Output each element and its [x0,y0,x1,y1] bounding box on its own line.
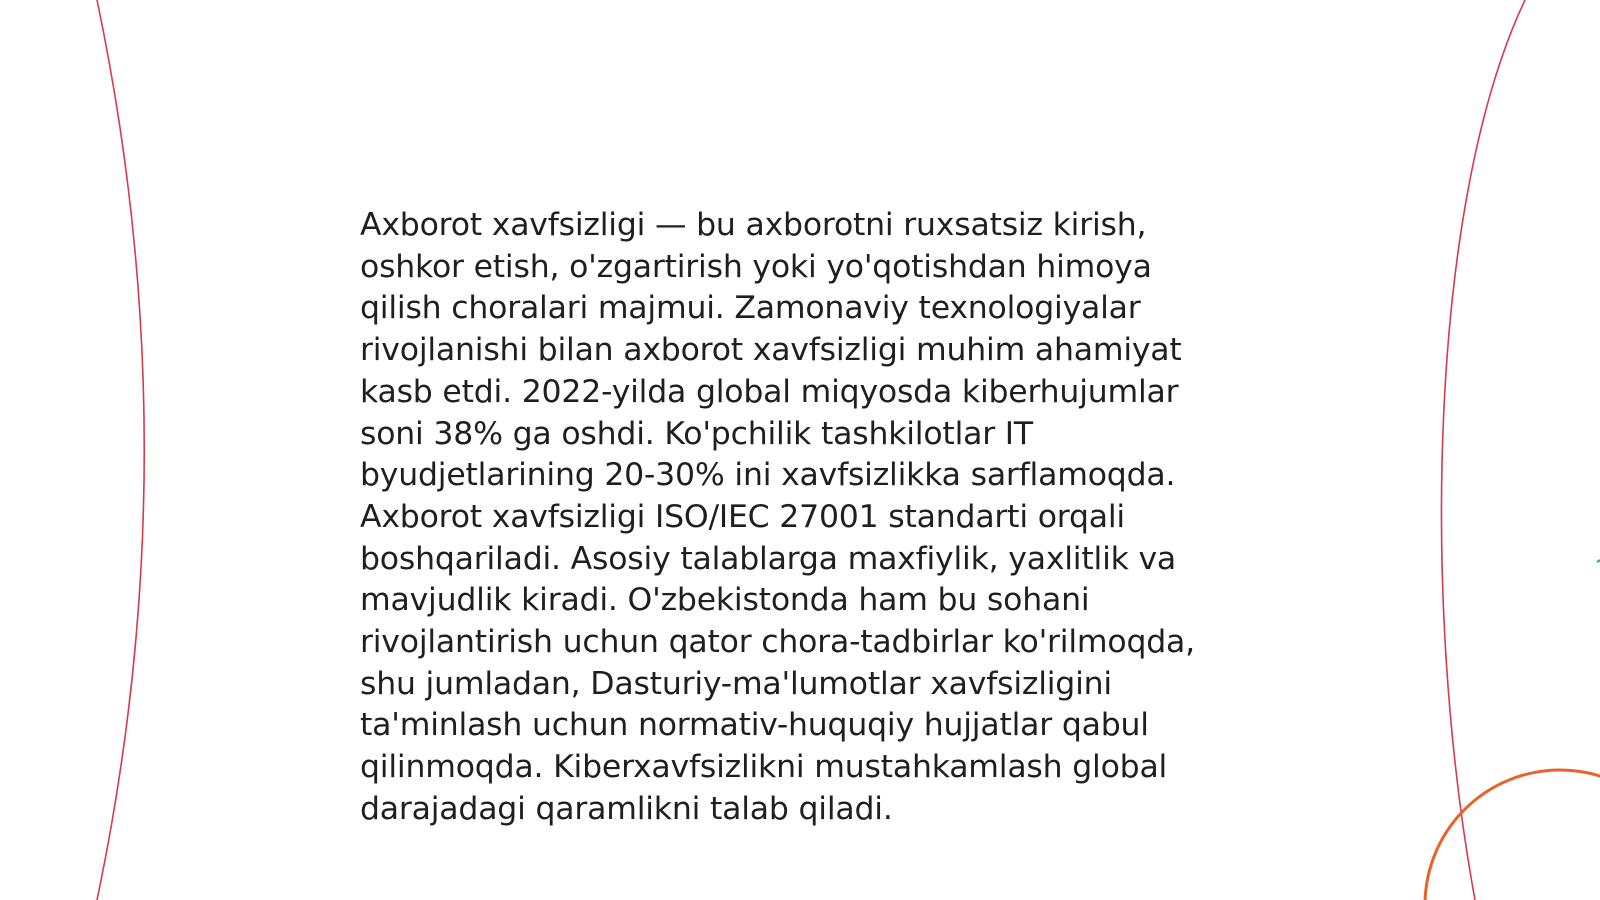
paragraph-line: kasb etdi. 2022-yilda global miqyosda kiberhujumlar [360,373,1179,410]
paragraph-line: soni 38% ga oshdi. Ko'pchilik tashkilotlar IT [360,415,1033,452]
paragraph-line: mavjudlik kiradi. O'zbekistonda ham bu sohani [360,582,1090,619]
paragraph-line: oshkor etish, o'zgartirish yoki yo'qotishdan himoya [360,248,1152,285]
paragraph-line: boshqariladi. Asosiy talablarga maxfiylik, yaxlitlik va [360,540,1177,577]
paragraph-line: qilish choralari majmui. Zamonaviy texnologiyalar [360,290,1141,327]
body-paragraph [360,205,1260,831]
paragraph-line: qilinmoqda. Kiberxavfsizlikni mustahkamlash global [360,749,1168,786]
right-decorative-arc [1441,0,1525,900]
paragraph-line: Axborot xavfsizligi ISO/IEC 27001 standarti orqali [360,498,1125,535]
paragraph-line: Axborot xavfsizligi — bu axborotni ruxsatsiz kirish, [360,207,1147,243]
left-decorative-arc [97,0,144,900]
bottom-right-circle [1425,770,1600,900]
paragraph-line: byudjetlarining 20-30% ini xavfsizlikka sarflamoqda. [360,457,1176,494]
paragraph-line: rivojlantirish uchun qator chora-tadbirlar ko'rilmoqda, [360,624,1195,661]
paragraph-line: darajadagi qaramlikni talab qiladi. [360,790,893,827]
paragraph-line: shu jumladan, Dasturiy-ma'lumotlar xavfsizligini [360,665,1112,702]
paragraph-line: rivojlanishi bilan axborot xavfsizligi muhim ahamiyat [360,332,1182,369]
paragraph-line: ta'minlash uchun normativ-huquqiy hujjatlar qabul [360,707,1149,744]
